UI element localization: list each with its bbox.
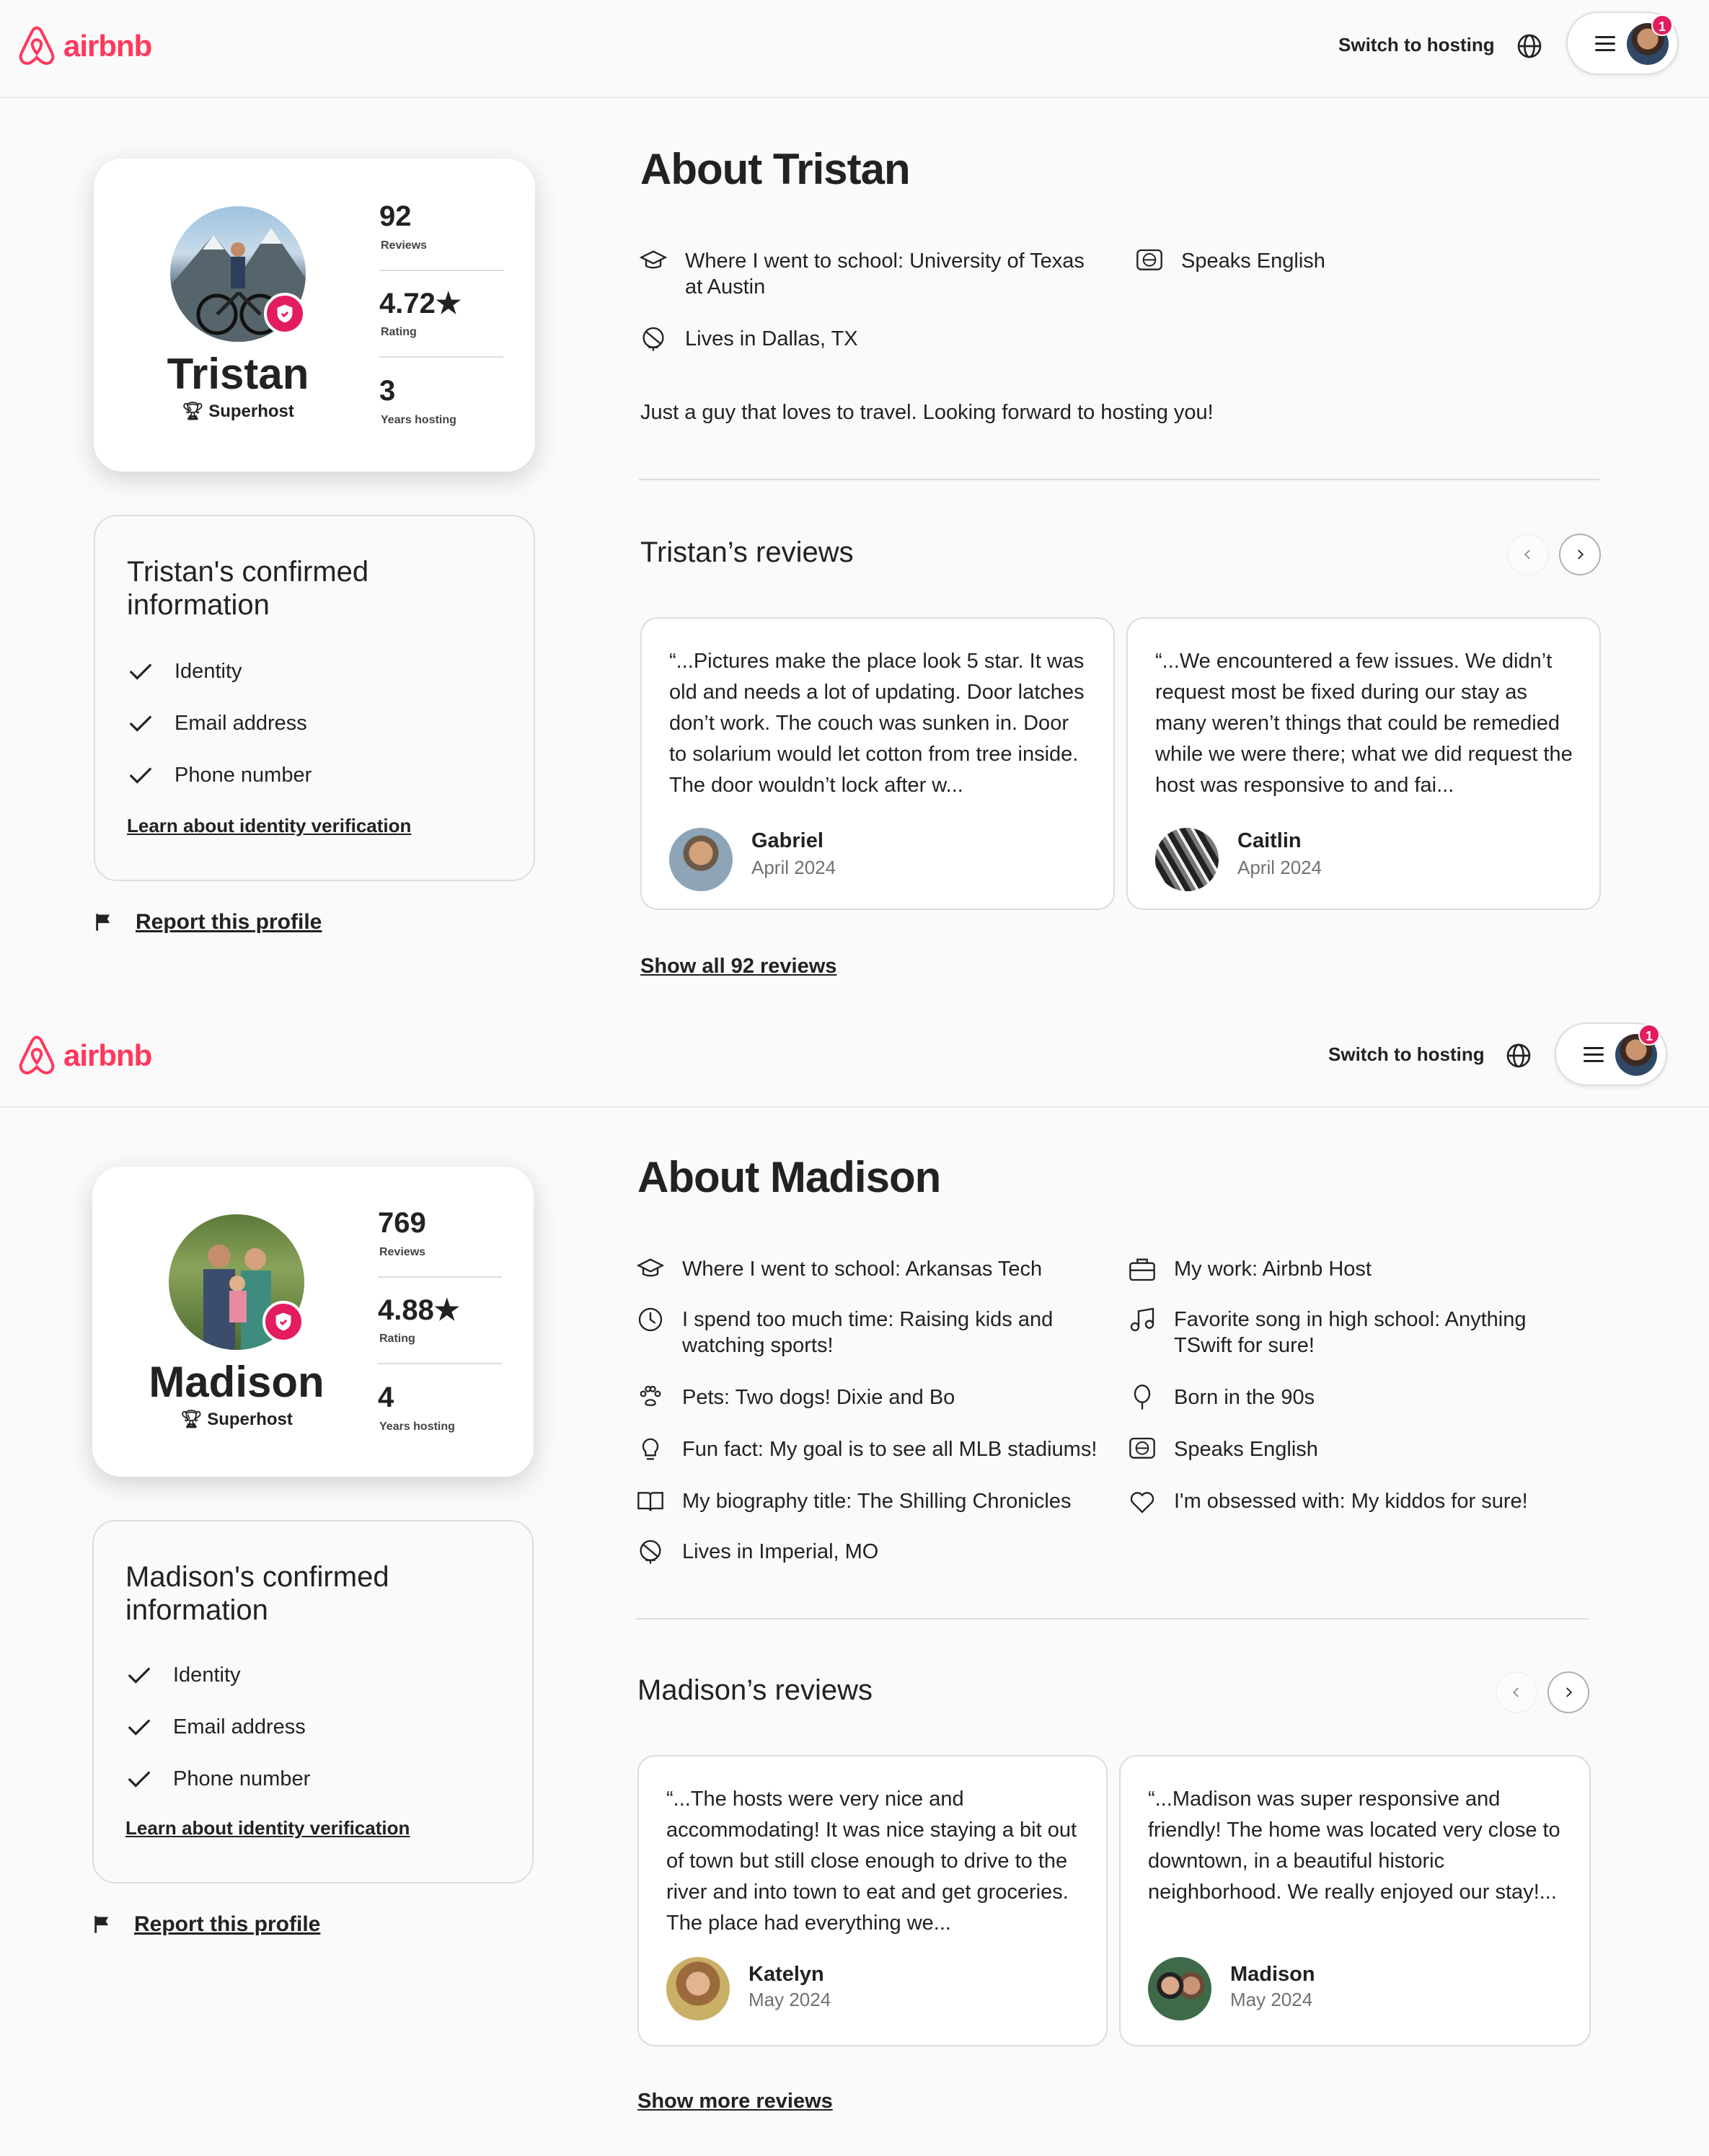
reviews-prev-button[interactable] — [1507, 534, 1549, 575]
review-card[interactable] — [637, 1755, 1108, 2046]
confirmed-email: Email address — [125, 1713, 306, 1741]
check-icon — [127, 658, 154, 685]
reviewer-avatar — [1155, 828, 1219, 891]
airbnb-logo[interactable] — [16, 1034, 151, 1077]
reviews-next-button[interactable] — [1547, 1671, 1589, 1713]
clock-icon — [636, 1305, 665, 1334]
years-hosting-label: Years hosting — [381, 414, 456, 426]
reviewer-name: Caitlin — [1237, 829, 1302, 852]
review-text: “...Pictures make the place look 5 star. It was old and needs a lot of updating. Door latches don’t work. The couch was sunken in. Door to solarium would let cotton from tree inside. The door wouldn’t lock after w... — [669, 650, 1085, 797]
stat-divider — [379, 270, 503, 271]
reviewer-avatar — [1148, 1957, 1211, 2020]
music-note-icon — [1128, 1305, 1157, 1334]
review-date: April 2024 — [751, 857, 836, 878]
rating-value: 4.88★ — [378, 1294, 460, 1326]
switch-to-hosting-link[interactable]: Switch to hosting — [1338, 34, 1495, 56]
check-icon — [125, 1765, 153, 1793]
check-icon — [125, 1661, 153, 1689]
show-all-reviews-link[interactable]: Show all 92 reviews — [640, 955, 837, 978]
fact-born: Born in the 90s — [1128, 1384, 1315, 1412]
rating-label: Rating — [381, 326, 417, 338]
fact-school: Where I went to school: University of Texas at Austin — [639, 248, 1100, 300]
chevron-right-icon — [1562, 1686, 1575, 1699]
years-hosting-label: Years hosting — [379, 1421, 455, 1433]
speech-globe-icon — [1128, 1435, 1157, 1464]
flag-icon — [92, 1914, 112, 1935]
chevron-right-icon — [1573, 548, 1586, 561]
reviewer-name: Gabriel — [751, 829, 823, 852]
years-hosting-value: 3 — [379, 375, 396, 407]
switch-to-hosting-link[interactable]: Switch to hosting — [1328, 1043, 1485, 1065]
fact-time-spent: I spend too much time: Raising kids and watching sports! — [636, 1307, 1098, 1358]
check-icon — [127, 761, 154, 789]
reviews-count: 92 — [379, 200, 412, 232]
reviewer-avatar — [669, 828, 733, 891]
trophy-icon: 🏆︎ — [180, 1410, 208, 1429]
review-text: “...We encountered a few issues. We didn’t request most be fixed during our stay as many weren’t things that could be remedied while we were there; what we did request the host was responsive to and fai... — [1155, 650, 1573, 797]
notification-badge: 1 — [1651, 14, 1673, 36]
notification-badge: 1 — [1638, 1024, 1660, 1046]
about-title: About Tristan — [640, 145, 910, 193]
book-icon — [636, 1487, 665, 1516]
review-date: May 2024 — [748, 1989, 831, 2010]
section-divider — [639, 479, 1599, 480]
menu-icon — [1595, 36, 1615, 56]
reviews-label: Reviews — [381, 239, 428, 252]
stat-divider — [378, 1363, 502, 1364]
host-name: Tristan — [167, 350, 309, 398]
fact-languages: Speaks English — [1128, 1436, 1318, 1464]
check-icon — [125, 1713, 153, 1741]
reviews-title: Tristan’s reviews — [640, 536, 854, 568]
show-more-reviews-link[interactable]: Show more reviews — [637, 2090, 833, 2113]
menu-icon — [1584, 1047, 1604, 1066]
confirmed-info-card — [94, 515, 535, 881]
check-icon — [127, 710, 154, 737]
identity-verification-link[interactable]: Learn about identity verification — [127, 815, 412, 836]
reviews-label: Reviews — [379, 1246, 426, 1258]
stat-divider — [379, 356, 503, 358]
fact-song: Favorite song in high school: Anything TSwift for sure! — [1128, 1307, 1560, 1358]
fact-location: Lives in Dallas, TX — [639, 326, 858, 353]
confirmed-phone: Phone number — [125, 1765, 310, 1793]
about-title: About Madison — [637, 1153, 941, 1201]
airbnb-logo[interactable] — [16, 25, 151, 68]
brand-name: airbnb — [63, 1038, 152, 1072]
airbnb-logo-icon — [16, 1034, 58, 1077]
years-hosting-value: 4 — [378, 1382, 394, 1413]
section-divider — [636, 1618, 1589, 1620]
reviews-count: 769 — [378, 1207, 426, 1239]
superhost-badge-icon — [262, 1301, 304, 1343]
report-profile-link[interactable]: Report this profile — [94, 910, 322, 935]
fact-languages: Speaks English — [1135, 248, 1325, 275]
heart-icon — [1128, 1487, 1157, 1516]
stat-divider — [378, 1276, 502, 1278]
chevron-left-icon — [1510, 1686, 1523, 1699]
rating-label: Rating — [379, 1333, 415, 1345]
speech-globe-icon — [1135, 247, 1164, 275]
top-header — [0, 0, 1709, 98]
review-date: May 2024 — [1230, 1989, 1313, 2010]
graduation-cap-icon — [636, 1255, 665, 1284]
balloon-icon — [1128, 1383, 1157, 1412]
review-card[interactable] — [1119, 1755, 1591, 2046]
fact-pets: Pets: Two dogs! Dixie and Bo — [636, 1384, 955, 1412]
superhost-label: 🏆︎ Superhost — [182, 402, 294, 421]
world-icon — [639, 324, 668, 353]
identity-verification-link[interactable]: Learn about identity verification — [125, 1817, 410, 1839]
confirmed-phone: Phone number — [127, 761, 312, 789]
confirmed-info-card — [92, 1520, 534, 1883]
reviewer-avatar — [666, 1957, 730, 2020]
review-text: “...The hosts were very nice and accommodating! It was nice staying a bit out of town but still close enough to drive to the river and into town to eat and get groceries. The place had everything we... — [666, 1788, 1077, 1935]
briefcase-icon — [1128, 1255, 1157, 1284]
host-profile-card[interactable] — [92, 1167, 534, 1477]
reviews-title: Madison’s reviews — [637, 1674, 873, 1706]
brand-name: airbnb — [63, 29, 152, 63]
host-profile-card[interactable] — [94, 159, 535, 472]
graduation-cap-icon — [639, 247, 668, 275]
superhost-label: 🏆︎ Superhost — [180, 1410, 293, 1429]
fact-school: Where I went to school: Arkansas Tech — [636, 1256, 1098, 1284]
fact-biography: My biography title: The Shilling Chronicles — [636, 1488, 1071, 1516]
lightbulb-icon — [636, 1435, 665, 1464]
reviewer-name: Madison — [1230, 1963, 1315, 1986]
confirmed-identity: Identity — [127, 658, 242, 685]
review-card[interactable] — [640, 617, 1115, 910]
confirmed-email: Email address — [127, 710, 307, 737]
superhost-badge-icon — [264, 293, 306, 335]
host-bio: Just a guy that loves to travel. Looking forward to hosting you! — [640, 401, 1214, 424]
reviews-prev-button[interactable] — [1496, 1671, 1537, 1713]
rating-value: 4.72★ — [379, 288, 462, 319]
trophy-icon: 🏆︎ — [182, 402, 209, 421]
fact-obsessed: I'm obsessed with: My kiddos for sure! — [1128, 1488, 1528, 1516]
flag-icon — [94, 911, 114, 933]
confirmed-identity: Identity — [125, 1661, 241, 1689]
world-icon — [636, 1537, 665, 1566]
reviews-next-button[interactable] — [1559, 534, 1601, 575]
confirmed-info-title: Madison's confirmed information — [125, 1561, 389, 1626]
globe-icon[interactable] — [1515, 32, 1544, 61]
reviewer-name: Katelyn — [748, 1963, 824, 1986]
top-header — [0, 1009, 1709, 1108]
report-profile-link[interactable]: Report this profile — [92, 1912, 320, 1937]
host-name: Madison — [149, 1358, 324, 1406]
paw-icon — [636, 1383, 665, 1412]
fact-work: My work: Airbnb Host — [1128, 1256, 1372, 1284]
airbnb-logo-icon — [16, 25, 58, 68]
review-text: “...Madison was super responsive and friendly! The home was located very close to downtown, in a beautiful historic neighborhood. We really enjoyed our stay!... — [1148, 1788, 1560, 1904]
chevron-left-icon — [1522, 548, 1534, 561]
review-card[interactable] — [1126, 617, 1601, 910]
fact-fun: Fun fact: My goal is to see all MLB stadiums! — [636, 1436, 1097, 1464]
globe-icon[interactable] — [1504, 1041, 1533, 1070]
confirmed-info-title: Tristan's confirmed information — [127, 556, 369, 621]
review-date: April 2024 — [1237, 857, 1322, 878]
fact-location: Lives in Imperial, MO — [636, 1539, 878, 1566]
